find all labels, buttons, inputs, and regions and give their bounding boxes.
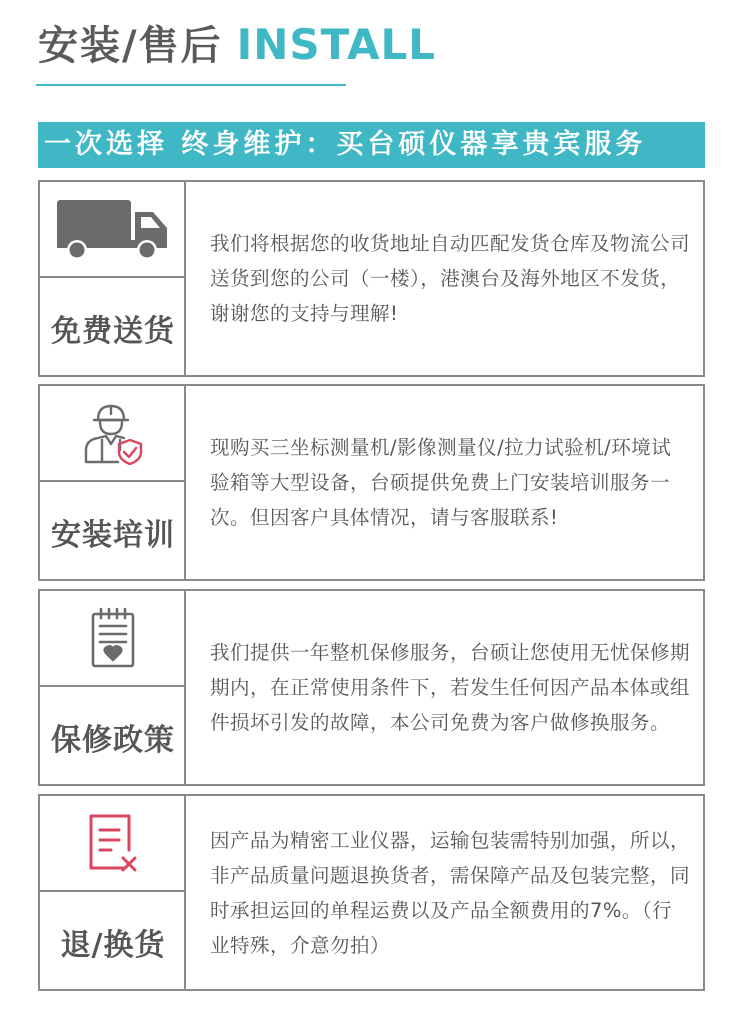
card-left-panel bbox=[40, 182, 186, 375]
card-label: 退/换货 bbox=[60, 927, 166, 963]
card-icon-area bbox=[40, 386, 186, 480]
card-description: 因产品为精密工业仪器，运输包装需特别加强，所以，非产品质量问题退换货者，需保障产品及包装完整，同时承担运回的单程运费以及产品全额费用的7%。（行业特殊，介意勿拍） bbox=[210, 828, 691, 957]
card-icon-area bbox=[40, 182, 186, 276]
card-label: 安装培训 bbox=[51, 517, 175, 553]
service-card-free-delivery bbox=[38, 180, 705, 377]
card-description: 我们提供一年整机保修服务，台硕让您使用无忧保修期期内，在正常使用条件下，若发生任何因产品本体或组件损坏引发的故障，本公司免费为客户做修换服务。 bbox=[210, 641, 691, 734]
service-card-warranty-policy bbox=[38, 589, 705, 786]
header-underline bbox=[36, 84, 346, 86]
service-card-installation-training bbox=[38, 384, 705, 581]
card-left-panel bbox=[40, 591, 186, 784]
card-left-panel bbox=[40, 386, 186, 579]
service-card-return-exchange bbox=[38, 794, 705, 991]
card-icon-area bbox=[40, 796, 186, 890]
page-title-english: INSTALL bbox=[236, 20, 437, 69]
page-title: 安装/售后 bbox=[38, 23, 223, 69]
truck-icon bbox=[55, 196, 171, 262]
card-icon-area bbox=[40, 591, 186, 685]
warranty-notepad-icon bbox=[88, 606, 138, 670]
page-header bbox=[38, 14, 436, 74]
card-label: 免费送货 bbox=[51, 313, 175, 349]
card-label: 保修政策 bbox=[51, 722, 175, 758]
engineer-icon bbox=[78, 400, 148, 466]
card-description: 我们将根据您的收货地址自动匹配发货仓库及物流公司送货到您的公司（一楼），港澳台及海外地区不发货，谢谢您的支持与理解! bbox=[210, 232, 691, 325]
return-document-icon bbox=[85, 810, 141, 876]
card-left-panel bbox=[40, 796, 186, 989]
service-banner: 一次选择 终身维护：买台硕仪器享贵宾服务 bbox=[38, 122, 705, 168]
card-description: 现购买三坐标测量机/影像测量仪/拉力试验机/环境试验箱等大型设备，台硕提供免费上门安装培训服务一次。但因客户具体情况，请与客服联系! bbox=[210, 436, 672, 529]
